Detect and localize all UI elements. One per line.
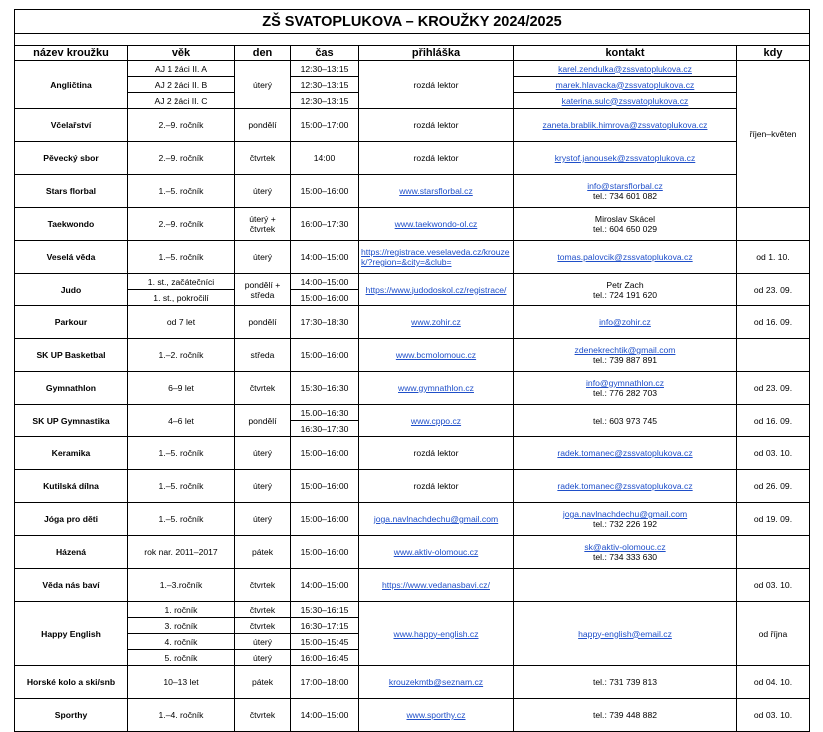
club-contact-link[interactable]: joga.navlnachdechu@gmail.com xyxy=(562,509,688,519)
club-signup: rozdá lektor xyxy=(359,437,514,470)
club-age: 1.–5. ročník xyxy=(128,241,235,274)
club-name: Pěvecký sbor xyxy=(15,142,128,175)
header-name: název kroužku xyxy=(15,46,128,61)
club-day: čtvrtek xyxy=(235,699,291,732)
club-age: 1. ročník xyxy=(128,602,235,618)
table-row xyxy=(15,306,810,339)
club-time: 14:00–15:00 xyxy=(291,569,359,602)
club-age: 1.–5. ročník xyxy=(128,470,235,503)
table-row xyxy=(15,372,810,405)
club-contact xyxy=(514,536,737,569)
club-time: 15:00–16:00 xyxy=(291,470,359,503)
club-signup-link[interactable]: https://www.judodoskol.cz/registrace/ xyxy=(359,274,514,306)
header-contact: kontakt xyxy=(514,46,737,61)
club-day: úterý xyxy=(235,650,291,666)
club-when: od 23. 09. xyxy=(737,372,810,405)
club-name: Parkour xyxy=(15,306,128,339)
club-when: od října xyxy=(737,602,810,666)
club-age: 1.–5. ročník xyxy=(128,503,235,536)
club-day: čtvrtek xyxy=(235,569,291,602)
table-row xyxy=(15,339,810,372)
club-contact xyxy=(514,339,737,372)
club-time: 16:30–17:15 xyxy=(291,618,359,634)
club-name: Jóga pro děti xyxy=(15,503,128,536)
club-when: od 1. 10. xyxy=(737,241,810,274)
club-contact-person: Miroslav Skácel xyxy=(594,214,656,224)
table-row xyxy=(15,699,810,732)
club-time: 15:00–16:00 xyxy=(291,290,359,306)
club-signup-link[interactable]: www.zohir.cz xyxy=(359,306,514,339)
club-age: od 7 let xyxy=(128,306,235,339)
club-phone: tel.: 776 282 703 xyxy=(592,388,658,398)
club-contact-link[interactable]: sk@aktiv-olomouc.cz xyxy=(584,542,666,552)
club-age: 3. ročník xyxy=(128,618,235,634)
club-age: 10–13 let xyxy=(128,666,235,699)
club-age: 2.–9. ročník xyxy=(128,142,235,175)
table-row xyxy=(15,208,810,241)
club-contact xyxy=(514,208,737,241)
club-signup-link[interactable]: www.happy-english.cz xyxy=(359,602,514,666)
club-time: 15:30–16:30 xyxy=(291,372,359,405)
club-time: 12:30–13:15 xyxy=(291,77,359,93)
club-day: úterý xyxy=(235,61,291,109)
club-age: 2.–9. ročník xyxy=(128,109,235,142)
club-contact xyxy=(514,569,737,602)
table-row xyxy=(15,470,810,503)
club-contact-link[interactable]: tomas.palovcik@zssvatoplukova.cz xyxy=(514,241,737,274)
club-time: 17:30–18:30 xyxy=(291,306,359,339)
header-when: kdy xyxy=(737,46,810,61)
club-when: říjen–květen xyxy=(737,61,810,208)
club-time: 12:30–13:15 xyxy=(291,61,359,77)
club-time: 15:00–15:45 xyxy=(291,634,359,650)
club-day: úterý xyxy=(235,175,291,208)
club-age: 4–6 let xyxy=(128,405,235,437)
club-name: Házená xyxy=(15,536,128,569)
table-row xyxy=(15,602,810,618)
club-when: od 03. 10. xyxy=(737,569,810,602)
club-signup-link[interactable]: www.bcmolomouc.cz xyxy=(359,339,514,372)
club-time: 15:00–16:00 xyxy=(291,437,359,470)
club-time: 15:00–16:00 xyxy=(291,175,359,208)
page-title: ZŠ SVATOPLUKOVA – KROUŽKY 2024/2025 xyxy=(15,10,810,34)
table-row xyxy=(15,437,810,470)
club-name: Keramika xyxy=(15,437,128,470)
table-row xyxy=(15,569,810,602)
club-phone: tel.: 603 973 745 xyxy=(514,405,737,437)
club-day: čtvrtek xyxy=(235,618,291,634)
club-day: středa xyxy=(235,339,291,372)
club-name: Sporthy xyxy=(15,699,128,732)
club-signup-link[interactable]: joga.navlnachdechu@gmail.com xyxy=(359,503,514,536)
table-row xyxy=(15,536,810,569)
header-signup: přihláška xyxy=(359,46,514,61)
table-row xyxy=(15,109,810,142)
club-time: 12:30–13:15 xyxy=(291,93,359,109)
club-when: od 23. 09. xyxy=(737,274,810,306)
club-name: Angličtina xyxy=(15,61,128,109)
club-name: Happy English xyxy=(15,602,128,666)
table-row xyxy=(15,405,810,421)
club-time: 14:00–15:00 xyxy=(291,274,359,290)
club-signup-link[interactable]: https://registrace.veselaveda.cz/krouzek/?region=&city=&club= xyxy=(359,241,514,274)
club-age: AJ 1 žáci II. A xyxy=(128,61,235,77)
club-age: 4. ročník xyxy=(128,634,235,650)
table-row xyxy=(15,142,810,175)
club-signup: rozdá lektor xyxy=(359,142,514,175)
club-age: 6–9 let xyxy=(128,372,235,405)
club-when xyxy=(737,208,810,241)
club-name: Stars florbal xyxy=(15,175,128,208)
club-contact-link[interactable]: krystof.janousek@zssvatoplukova.cz xyxy=(514,142,737,175)
club-day: pátek xyxy=(235,666,291,699)
club-name: SK UP Basketbal xyxy=(15,339,128,372)
club-contact xyxy=(514,274,737,306)
club-time: 15:00–17:00 xyxy=(291,109,359,142)
club-phone: tel.: 739 448 882 xyxy=(514,699,737,732)
club-age: 1.–3.ročník xyxy=(128,569,235,602)
club-signup-link[interactable]: www.cppo.cz xyxy=(359,405,514,437)
clubs-table xyxy=(14,9,810,732)
club-day: úterý xyxy=(235,634,291,650)
club-time: 15:00–16:00 xyxy=(291,503,359,536)
table-row xyxy=(15,666,810,699)
club-time: 16:30–17:30 xyxy=(291,421,359,437)
club-phone: tel.: 724 191 620 xyxy=(592,289,658,300)
club-time: 17:00–18:00 xyxy=(291,666,359,699)
club-phone: tel.: 732 226 192 xyxy=(592,519,658,529)
header-day: den xyxy=(235,46,291,61)
club-age: 1.–2. ročník xyxy=(128,339,235,372)
club-contact-link[interactable]: radek.tomanec@zssvatoplukova.cz xyxy=(514,437,737,470)
club-contact xyxy=(514,175,737,208)
club-day: úterý xyxy=(235,241,291,274)
club-name: Judo xyxy=(15,274,128,306)
club-day: úterý xyxy=(235,437,291,470)
header-time: čas xyxy=(291,46,359,61)
club-name: Gymnathlon xyxy=(15,372,128,405)
club-contact xyxy=(514,503,737,536)
club-signup-link[interactable]: www.taekwondo-ol.cz xyxy=(359,208,514,241)
club-when xyxy=(737,339,810,372)
club-age: 1.–4. ročník xyxy=(128,699,235,732)
club-age: 1.–5. ročník xyxy=(128,175,235,208)
club-when: od 19. 09. xyxy=(737,503,810,536)
club-contact-person: Petr Zach xyxy=(606,279,644,290)
club-signup-link[interactable]: https://www.vedanasbavi.cz/ xyxy=(359,569,514,602)
table-row xyxy=(15,175,810,208)
club-time: 14:00–15:00 xyxy=(291,241,359,274)
club-contact-link[interactable]: radek.tomanec@zssvatoplukova.cz xyxy=(514,470,737,503)
table-row xyxy=(15,503,810,536)
club-name: Taekwondo xyxy=(15,208,128,241)
club-name: Včelařství xyxy=(15,109,128,142)
club-signup: rozdá lektor xyxy=(359,470,514,503)
club-when xyxy=(737,536,810,569)
club-age: 1. st., pokročilí xyxy=(128,290,235,306)
club-signup-link[interactable]: www.sporthy.cz xyxy=(359,699,514,732)
club-contact-link[interactable]: info@zohir.cz xyxy=(514,306,737,339)
club-age: 1.–5. ročník xyxy=(128,437,235,470)
club-when: od 03. 10. xyxy=(737,699,810,732)
club-signup: rozdá lektor xyxy=(359,61,514,109)
club-day: pondělí xyxy=(235,306,291,339)
club-age: 1. st., začátečníci xyxy=(128,274,235,290)
club-day: čtvrtek xyxy=(235,372,291,405)
club-when: od 26. 09. xyxy=(737,470,810,503)
club-name: Horské kolo a ski/snb xyxy=(15,666,128,699)
club-time: 16:00–16:45 xyxy=(291,650,359,666)
club-time: 16:00–17:30 xyxy=(291,208,359,241)
club-signup-link[interactable]: www.gymnathlon.cz xyxy=(359,372,514,405)
club-age: 5. ročník xyxy=(128,650,235,666)
club-contact-link[interactable]: happy-english@email.cz xyxy=(514,602,737,666)
club-day: pondělí + středa xyxy=(235,274,291,306)
club-time: 15:00–16:00 xyxy=(291,536,359,569)
club-signup-link[interactable]: www.starsflorbal.cz xyxy=(359,175,514,208)
club-contact xyxy=(514,372,737,405)
club-time: 15:30–16:15 xyxy=(291,602,359,618)
club-when: od 16. 09. xyxy=(737,405,810,437)
table-row xyxy=(15,241,810,274)
club-contact-link[interactable]: karel.zendulka@zssvatoplukova.cz xyxy=(514,61,737,77)
club-phone: tel.: 734 333 630 xyxy=(592,552,658,562)
club-name: Kutilská dílna xyxy=(15,470,128,503)
header-age: věk xyxy=(128,46,235,61)
club-contact-link[interactable]: katerina.sulc@zssvatoplukova.cz xyxy=(514,93,737,109)
club-contact-link[interactable]: info@starsflorbal.cz xyxy=(587,181,663,191)
club-contact-link[interactable]: zdenekrechtik@gmail.com xyxy=(574,345,676,355)
club-phone: tel.: 739 887 891 xyxy=(592,355,658,365)
club-contact-link[interactable]: marek.hlavacka@zssvatoplukova.cz xyxy=(514,77,737,93)
club-time: 14:00 xyxy=(291,142,359,175)
club-name: Věda nás baví xyxy=(15,569,128,602)
club-day: pondělí xyxy=(235,109,291,142)
club-time: 15.00–16:30 xyxy=(291,405,359,421)
club-age: rok nar. 2011–2017 xyxy=(128,536,235,569)
club-phone: tel.: 604 650 029 xyxy=(592,224,658,234)
club-contact-link[interactable]: info@gymnathlon.cz xyxy=(586,378,664,388)
header-row xyxy=(15,46,810,61)
table-row xyxy=(15,274,810,290)
club-when: od 16. 09. xyxy=(737,306,810,339)
club-day: úterý xyxy=(235,503,291,536)
club-day: pátek xyxy=(235,536,291,569)
table-row xyxy=(15,61,810,77)
club-time: 14:00–15:00 xyxy=(291,699,359,732)
club-phone: tel.: 731 739 813 xyxy=(514,666,737,699)
club-age: 2.–9. ročník xyxy=(128,208,235,241)
club-day: čtvrtek xyxy=(235,142,291,175)
club-day: čtvrtek xyxy=(235,602,291,618)
club-contact-link[interactable]: zaneta.brablik.himrova@zssvatoplukova.cz xyxy=(514,109,737,142)
club-signup-link[interactable]: www.aktiv-olomouc.cz xyxy=(359,536,514,569)
club-day: úterý xyxy=(235,470,291,503)
club-phone: tel.: 734 601 082 xyxy=(592,191,658,201)
club-signup: rozdá lektor xyxy=(359,109,514,142)
club-name: Veselá věda xyxy=(15,241,128,274)
club-day: pondělí xyxy=(235,405,291,437)
club-day: úterý + čtvrtek xyxy=(235,208,291,241)
club-age: AJ 2 žáci II. B xyxy=(128,77,235,93)
club-age: AJ 2 žáci II. C xyxy=(128,93,235,109)
club-when: od 03. 10. xyxy=(737,437,810,470)
club-name: SK UP Gymnastika xyxy=(15,405,128,437)
spacer-row xyxy=(15,34,810,46)
club-signup-link[interactable]: krouzekmtb@seznam.cz xyxy=(359,666,514,699)
club-time: 15:00–16:00 xyxy=(291,339,359,372)
club-when: od 04. 10. xyxy=(737,666,810,699)
